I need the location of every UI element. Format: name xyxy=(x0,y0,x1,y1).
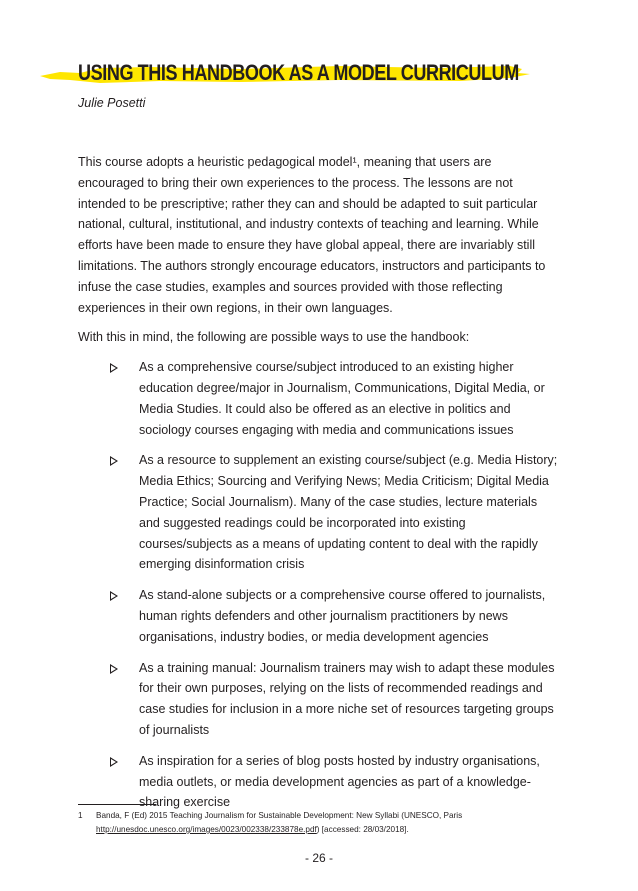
list-item-text: As a resource to supplement an existing course/subject (e.g. Media History; Media Ethics; Sourcing and Verifying News; Media Criticism; Digital Media Practice; Social Journalism). Many of the case studies, lecture materials and suggested readings could be incorporated into existing courses/subjects as a means of updating content to deal with the rapidly emerging disinformation crisis xyxy=(139,453,558,572)
body-text xyxy=(78,152,560,823)
list-item xyxy=(78,585,560,647)
footnote xyxy=(78,809,548,837)
footnote-number: 1 xyxy=(78,811,83,820)
list-item-text: As a training manual: Journalism trainers may wish to adapt these modules for their own purposes, relying on the lists of recommended readings and case studies for inclusion in a more niche set of resources targeting groups of journalists xyxy=(139,660,555,737)
triangle-bullet-icon xyxy=(110,757,118,767)
usage-list xyxy=(78,357,560,813)
page-number: - 26 - xyxy=(304,851,333,865)
footnote-divider xyxy=(78,804,156,805)
title-banner xyxy=(40,56,530,92)
triangle-bullet-icon xyxy=(110,591,118,601)
list-item xyxy=(78,450,560,575)
list-item xyxy=(78,658,560,741)
list-intro: With this in mind, the following are possible ways to use the handbook: xyxy=(78,330,470,345)
footnote-text-end: ) [accessed: 28/03/2018]. xyxy=(316,825,409,834)
author-name: Julie Posetti xyxy=(78,96,146,110)
intro-paragraph: This course adopts a heuristic pedagogical model¹, meaning that users are encouraged to bring their own experiences to the process. The lessons are not intended to be prescriptive; rather they can and should be adapted to suit particular national, cultural, institutional, and industry contexts of teaching and learning. While efforts have been made to ensure they have global appeal, there are invariably still limitations. The authors strongly encourage educators, instructors and participants to infuse the case studies, examples and sources provided with those reflecting experiences in their own regions, in their own languages. xyxy=(78,155,546,315)
list-item xyxy=(78,357,560,440)
list-item-text: As stand-alone subjects or a comprehensive course offered to journalists, human rights defenders and other journalism practitioners by news organisations, industry bodies, or media development agencies xyxy=(139,588,546,644)
footnote-link[interactable]: http://unesdoc.unesco.org/images/0023/002338/233878e.pdf xyxy=(96,825,317,834)
list-item-text: As a comprehensive course/subject introduced to an existing higher education degree/major in Journalism, Communications, Digital Media, or Media Studies. It could also be offered as an elective in politics and sociology courses engaging with media and communications issues xyxy=(139,360,545,437)
triangle-bullet-icon xyxy=(110,664,118,674)
triangle-bullet-icon xyxy=(110,456,118,466)
list-item-text: As inspiration for a series of blog posts hosted by industry organisations, media outlets, or media development agencies as part of a knowledge-sharing exercise xyxy=(139,753,540,810)
page-title: USING THIS HANDBOOK AS A MODEL CURRICULUM xyxy=(78,60,519,85)
footnote-text: Banda, F (Ed) 2015 Teaching Journalism for Sustainable Development: New Syllabi (UNESCO, Paris xyxy=(96,811,463,820)
triangle-bullet-icon xyxy=(110,363,118,373)
